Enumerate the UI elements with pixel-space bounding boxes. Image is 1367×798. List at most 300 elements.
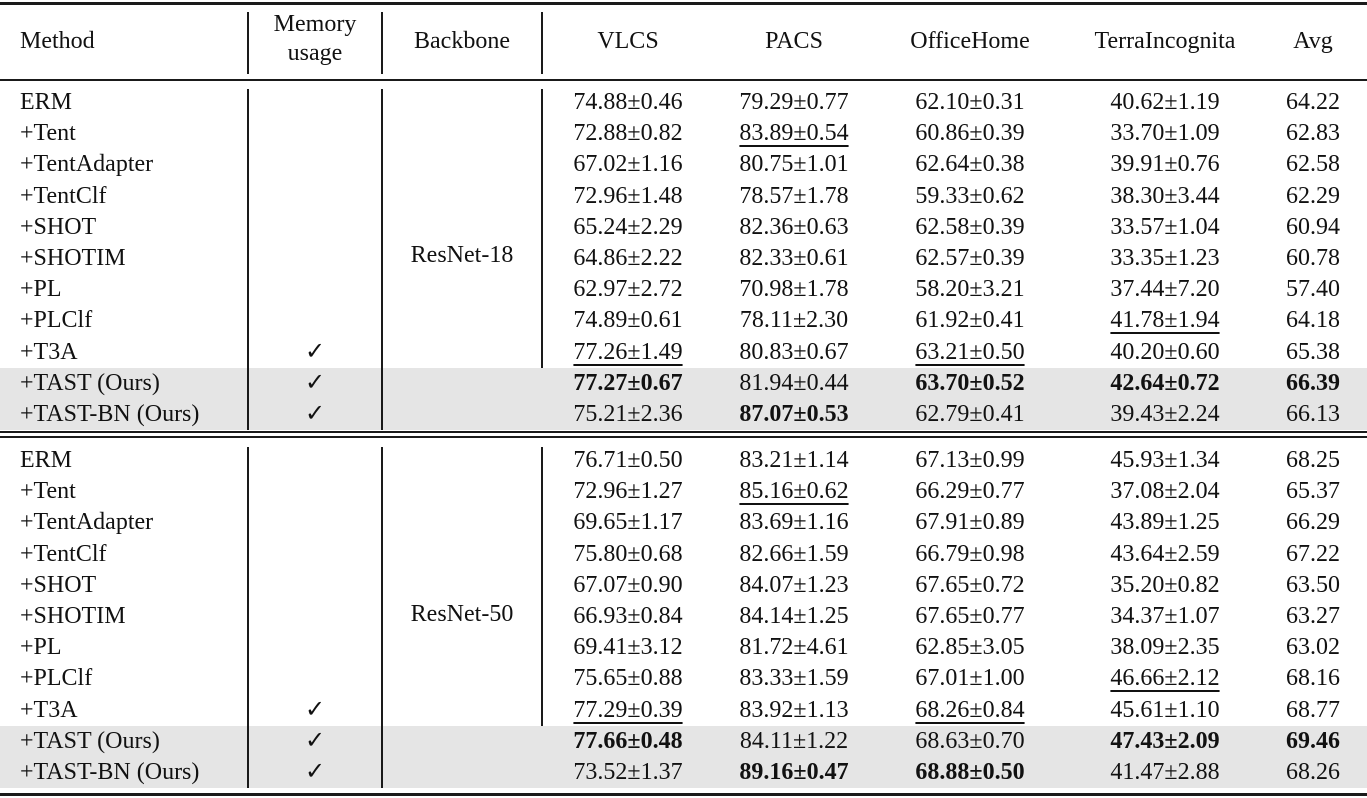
table-row <box>0 118 1367 149</box>
cell-terraincognita <box>1075 445 1255 476</box>
cell-officehome-value: 67.65±0.77 <box>915 603 1025 629</box>
cell-officehome <box>890 87 1050 118</box>
cell-officehome-value: 62.79±0.41 <box>915 401 1025 427</box>
table-row <box>0 726 1367 757</box>
cell-method: +SHOT <box>20 571 97 598</box>
cell-terraincognita <box>1075 87 1255 118</box>
cell-pacs <box>714 368 874 399</box>
cell-avg-value: 65.38 <box>1286 338 1340 365</box>
checkmark-icon: ✓ <box>304 401 326 427</box>
cell-officehome-value: 58.20±3.21 <box>915 276 1025 303</box>
cell-officehome <box>890 476 1050 507</box>
cell-terraincognita <box>1075 726 1255 757</box>
header-vlcs: VLCS <box>597 28 659 54</box>
cell-terraincognita-value: 39.91±0.76 <box>1110 151 1220 178</box>
table-row <box>0 274 1367 305</box>
cell-pacs <box>714 87 874 118</box>
cell-vlcs-value: 64.86±2.22 <box>573 245 683 271</box>
cell-pacs <box>714 149 874 180</box>
checkmark-icon: ✓ <box>304 759 326 785</box>
cell-officehome-value: 62.64±0.38 <box>915 151 1025 178</box>
cell-avg <box>1268 570 1358 601</box>
cell-method: +T3A <box>20 338 78 365</box>
cell-terraincognita-value: 38.09±2.35 <box>1110 634 1220 661</box>
table-row <box>0 507 1367 538</box>
column-divider-backbone <box>541 447 543 726</box>
cell-vlcs <box>548 539 708 570</box>
cell-officehome-value: 60.86±0.39 <box>915 120 1025 147</box>
cell-method: +TAST-BN (Ours) <box>20 401 200 427</box>
cell-terraincognita-value: 34.37±1.07 <box>1110 603 1220 629</box>
cell-terraincognita <box>1075 695 1255 726</box>
cell-avg-value: 67.22 <box>1286 540 1340 567</box>
table-row <box>0 399 1367 430</box>
cell-vlcs <box>548 87 708 118</box>
cell-pacs-value: 70.98±1.78 <box>739 276 849 303</box>
cell-pacs-value: 80.83±0.67 <box>739 338 849 365</box>
table-row <box>0 663 1367 694</box>
cell-vlcs <box>548 368 708 399</box>
table-row <box>0 632 1367 663</box>
cell-officehome <box>890 399 1050 430</box>
cell-pacs-value: 78.57±1.78 <box>739 182 849 209</box>
cell-avg-value: 68.25 <box>1286 447 1340 473</box>
cell-method: +TentAdapter <box>20 151 154 178</box>
cell-pacs-value: 83.92±1.13 <box>739 696 849 723</box>
cell-terraincognita-value: 40.62±1.19 <box>1110 89 1220 115</box>
cell-method: +TentAdapter <box>20 509 154 536</box>
cell-pacs-value: 81.94±0.44 <box>739 369 849 396</box>
cell-terraincognita <box>1075 632 1255 663</box>
cell-avg-value: 68.26 <box>1286 759 1340 785</box>
cell-officehome-value: 67.91±0.89 <box>915 509 1025 536</box>
cell-avg-value: 64.22 <box>1286 89 1340 115</box>
cell-vlcs-value: 67.02±1.16 <box>573 151 683 178</box>
cell-officehome <box>890 695 1050 726</box>
cell-officehome-value: 62.10±0.31 <box>915 89 1025 115</box>
cell-pacs-value: 83.33±1.59 <box>739 665 849 692</box>
cell-officehome <box>890 507 1050 538</box>
cell-terraincognita <box>1075 118 1255 149</box>
cell-pacs-value: 83.69±1.16 <box>739 509 849 536</box>
cell-memory-empty <box>248 539 382 570</box>
cell-officehome <box>890 757 1050 788</box>
cell-officehome <box>890 305 1050 336</box>
cell-vlcs <box>548 601 708 632</box>
cell-memory-empty <box>248 570 382 601</box>
cell-avg-value: 65.37 <box>1286 478 1340 505</box>
cell-method: +SHOTIM <box>20 603 126 629</box>
cell-terraincognita <box>1075 305 1255 336</box>
cell-pacs <box>714 601 874 632</box>
header-divider-2 <box>381 12 383 74</box>
cell-terraincognita-value: 41.78±1.94 <box>1110 307 1220 334</box>
cell-terraincognita-value: 42.64±0.72 <box>1110 369 1220 396</box>
header-pacs: PACS <box>765 28 823 54</box>
table-row <box>0 695 1367 726</box>
cell-avg-value: 60.94 <box>1286 213 1340 240</box>
cell-pacs <box>714 181 874 212</box>
cell-terraincognita-value: 37.08±2.04 <box>1110 478 1220 505</box>
top-rule <box>0 2 1367 5</box>
cell-officehome <box>890 663 1050 694</box>
backbone-resnet50: ResNet-50 <box>410 601 514 627</box>
header-divider-3 <box>541 12 543 74</box>
cell-avg <box>1268 305 1358 336</box>
cell-vlcs-value: 74.89±0.61 <box>573 307 683 334</box>
cell-vlcs-value: 72.96±1.27 <box>573 478 683 505</box>
cell-memory-empty <box>248 632 382 663</box>
cell-officehome <box>890 118 1050 149</box>
cell-pacs-value: 89.16±0.47 <box>739 759 849 785</box>
cell-method: ERM <box>20 447 73 473</box>
cell-officehome <box>890 570 1050 601</box>
cell-method: +TAST (Ours) <box>20 727 160 754</box>
cell-terraincognita <box>1075 368 1255 399</box>
cell-vlcs <box>548 757 708 788</box>
cell-terraincognita-value: 37.44±7.20 <box>1110 276 1220 303</box>
cell-memory-empty <box>248 87 382 118</box>
cell-vlcs-value: 77.27±0.67 <box>573 369 683 396</box>
cell-vlcs <box>548 507 708 538</box>
cell-officehome <box>890 149 1050 180</box>
cell-avg-value: 62.29 <box>1286 182 1340 209</box>
cell-pacs <box>714 570 874 601</box>
block-separator-thin <box>0 431 1367 433</box>
cell-officehome-value: 68.26±0.84 <box>915 696 1025 723</box>
table-row <box>0 445 1367 476</box>
cell-avg <box>1268 149 1358 180</box>
header-backbone: Backbone <box>414 28 510 54</box>
cell-avg <box>1268 757 1358 788</box>
cell-officehome <box>890 601 1050 632</box>
cell-vlcs <box>548 663 708 694</box>
table-row <box>0 305 1367 336</box>
cell-terraincognita-value: 39.43±2.24 <box>1110 401 1220 427</box>
cell-pacs <box>714 118 874 149</box>
cell-vlcs-value: 77.26±1.49 <box>573 338 683 365</box>
cell-vlcs-value: 67.07±0.90 <box>573 571 683 598</box>
cell-vlcs-value: 69.65±1.17 <box>573 509 683 536</box>
cell-officehome-value: 67.01±1.00 <box>915 665 1025 692</box>
table-row <box>0 539 1367 570</box>
table-row <box>0 570 1367 601</box>
cell-method: +PL <box>20 276 62 303</box>
cell-vlcs <box>548 695 708 726</box>
cell-memory-empty <box>248 507 382 538</box>
table-row <box>0 212 1367 243</box>
cell-terraincognita-value: 33.35±1.23 <box>1110 245 1220 271</box>
cell-pacs <box>714 539 874 570</box>
column-divider-method <box>247 89 249 430</box>
cell-vlcs-value: 66.93±0.84 <box>573 603 683 629</box>
cell-avg <box>1268 181 1358 212</box>
cell-pacs <box>714 212 874 243</box>
cell-avg <box>1268 243 1358 274</box>
cell-terraincognita <box>1075 476 1255 507</box>
cell-pacs-value: 83.89±0.54 <box>739 120 849 147</box>
cell-vlcs-value: 77.66±0.48 <box>573 727 683 754</box>
cell-officehome-value: 62.58±0.39 <box>915 213 1025 240</box>
cell-officehome-value: 66.29±0.77 <box>915 478 1025 505</box>
header-memory-usage: Memory usage <box>273 11 357 66</box>
cell-avg <box>1268 601 1358 632</box>
cell-terraincognita <box>1075 570 1255 601</box>
table-row <box>0 181 1367 212</box>
table-row <box>0 243 1367 274</box>
cell-officehome <box>890 445 1050 476</box>
cell-avg-value: 64.18 <box>1286 307 1340 334</box>
cell-officehome <box>890 337 1050 368</box>
cell-pacs <box>714 757 874 788</box>
cell-pacs-value: 85.16±0.62 <box>739 478 849 505</box>
table-row <box>0 757 1367 788</box>
cell-officehome-value: 68.63±0.70 <box>915 727 1025 754</box>
cell-officehome <box>890 274 1050 305</box>
cell-pacs <box>714 305 874 336</box>
cell-avg <box>1268 212 1358 243</box>
cell-avg-value: 57.40 <box>1286 276 1340 303</box>
cell-pacs <box>714 274 874 305</box>
cell-method: +SHOT <box>20 213 97 240</box>
cell-vlcs <box>548 570 708 601</box>
cell-memory-empty <box>248 274 382 305</box>
cell-officehome <box>890 368 1050 399</box>
cell-avg <box>1268 726 1358 757</box>
cell-officehome <box>890 181 1050 212</box>
column-divider-backbone <box>541 89 543 368</box>
cell-avg <box>1268 632 1358 663</box>
cell-officehome <box>890 212 1050 243</box>
cell-memory-empty <box>248 181 382 212</box>
cell-vlcs-value: 62.97±2.72 <box>573 276 683 303</box>
header-divider-1 <box>247 12 249 74</box>
cell-terraincognita-value: 40.20±0.60 <box>1110 338 1220 365</box>
table-row <box>0 476 1367 507</box>
cell-memory-empty <box>248 445 382 476</box>
cell-avg-value: 68.16 <box>1286 665 1340 692</box>
cell-terraincognita <box>1075 539 1255 570</box>
cell-terraincognita-value: 45.61±1.10 <box>1110 696 1220 723</box>
cell-terraincognita <box>1075 243 1255 274</box>
cell-method: +Tent <box>20 478 76 505</box>
cell-method: +TentClf <box>20 182 107 209</box>
header-avg: Avg <box>1293 28 1333 54</box>
cell-terraincognita-value: 43.64±2.59 <box>1110 540 1220 567</box>
bottom-rule <box>0 793 1367 796</box>
cell-officehome <box>890 726 1050 757</box>
cell-avg-value: 69.46 <box>1286 727 1340 754</box>
cell-terraincognita-value: 43.89±1.25 <box>1110 509 1220 536</box>
cell-avg <box>1268 539 1358 570</box>
cell-avg-value: 62.58 <box>1286 151 1340 178</box>
cell-officehome <box>890 632 1050 663</box>
cell-pacs <box>714 695 874 726</box>
cell-avg-value: 63.27 <box>1286 603 1340 629</box>
checkmark-icon: ✓ <box>304 727 326 754</box>
block-separator-thick <box>0 436 1367 438</box>
cell-vlcs-value: 75.21±2.36 <box>573 401 683 427</box>
cell-memory-empty <box>248 243 382 274</box>
cell-pacs-value: 84.11±1.22 <box>739 727 849 754</box>
checkmark-icon: ✓ <box>304 338 326 365</box>
cell-pacs-value: 78.11±2.30 <box>739 307 849 334</box>
cell-pacs <box>714 399 874 430</box>
cell-avg-value: 66.39 <box>1286 369 1340 396</box>
cell-avg <box>1268 507 1358 538</box>
cell-vlcs-value: 65.24±2.29 <box>573 213 683 240</box>
cell-avg <box>1268 476 1358 507</box>
cell-officehome-value: 61.92±0.41 <box>915 307 1025 334</box>
cell-memory-empty <box>248 476 382 507</box>
cell-method: ERM <box>20 89 73 115</box>
cell-memory-empty <box>248 305 382 336</box>
cell-vlcs <box>548 399 708 430</box>
cell-method: +PL <box>20 634 62 661</box>
cell-terraincognita-value: 33.57±1.04 <box>1110 213 1220 240</box>
cell-vlcs-value: 73.52±1.37 <box>573 759 683 785</box>
table-row <box>0 87 1367 118</box>
cell-pacs <box>714 507 874 538</box>
cell-terraincognita-value: 45.93±1.34 <box>1110 447 1220 473</box>
cell-avg <box>1268 445 1358 476</box>
cell-terraincognita <box>1075 663 1255 694</box>
cell-terraincognita-value: 38.30±3.44 <box>1110 182 1220 209</box>
cell-vlcs <box>548 243 708 274</box>
cell-avg-value: 66.29 <box>1286 509 1340 536</box>
cell-avg-value: 63.50 <box>1286 571 1340 598</box>
cell-avg-value: 62.83 <box>1286 120 1340 147</box>
cell-avg-value: 68.77 <box>1286 696 1340 723</box>
cell-memory-empty <box>248 663 382 694</box>
cell-pacs-value: 83.21±1.14 <box>739 447 849 473</box>
cell-officehome-value: 67.13±0.99 <box>915 447 1025 473</box>
cell-vlcs <box>548 274 708 305</box>
table-row <box>0 337 1367 368</box>
cell-terraincognita <box>1075 149 1255 180</box>
cell-officehome-value: 63.21±0.50 <box>915 338 1025 365</box>
cell-pacs-value: 82.36±0.63 <box>739 213 849 240</box>
cell-method: +SHOTIM <box>20 245 126 271</box>
cell-memory-empty <box>248 149 382 180</box>
cell-method: +TAST (Ours) <box>20 369 160 396</box>
header-officehome: OfficeHome <box>910 28 1030 54</box>
cell-vlcs-value: 69.41±3.12 <box>573 634 683 661</box>
cell-pacs-value: 84.14±1.25 <box>739 603 849 629</box>
cell-vlcs <box>548 726 708 757</box>
cell-avg-value: 66.13 <box>1286 401 1340 427</box>
cell-officehome-value: 62.57±0.39 <box>915 245 1025 271</box>
cell-vlcs-value: 72.96±1.48 <box>573 182 683 209</box>
cell-avg <box>1268 695 1358 726</box>
cell-vlcs <box>548 305 708 336</box>
cell-vlcs-value: 72.88±0.82 <box>573 120 683 147</box>
cell-avg <box>1268 368 1358 399</box>
cell-memory-empty <box>248 212 382 243</box>
header-method: Method <box>20 28 95 54</box>
header-terraincognita: TerraIncognita <box>1094 28 1236 54</box>
cell-officehome-value: 67.65±0.72 <box>915 571 1025 598</box>
cell-terraincognita <box>1075 181 1255 212</box>
cell-vlcs-value: 77.29±0.39 <box>573 696 683 723</box>
cell-avg <box>1268 399 1358 430</box>
cell-officehome-value: 68.88±0.50 <box>915 759 1025 785</box>
cell-officehome-value: 62.85±3.05 <box>915 634 1025 661</box>
cell-vlcs <box>548 149 708 180</box>
cell-terraincognita-value: 46.66±2.12 <box>1110 665 1220 692</box>
cell-vlcs <box>548 118 708 149</box>
cell-avg <box>1268 337 1358 368</box>
cell-avg <box>1268 274 1358 305</box>
cell-terraincognita <box>1075 507 1255 538</box>
cell-pacs <box>714 632 874 663</box>
cell-method: +PLClf <box>20 307 93 334</box>
cell-method: +TAST-BN (Ours) <box>20 759 200 785</box>
cell-pacs-value: 82.66±1.59 <box>739 540 849 567</box>
cell-terraincognita-value: 33.70±1.09 <box>1110 120 1220 147</box>
cell-vlcs <box>548 181 708 212</box>
cell-pacs-value: 87.07±0.53 <box>739 401 849 427</box>
cell-vlcs <box>548 632 708 663</box>
cell-avg-value: 63.02 <box>1286 634 1340 661</box>
cell-officehome-value: 63.70±0.52 <box>915 369 1025 396</box>
cell-pacs-value: 84.07±1.23 <box>739 571 849 598</box>
cell-avg <box>1268 118 1358 149</box>
cell-officehome <box>890 243 1050 274</box>
cell-terraincognita <box>1075 601 1255 632</box>
cell-terraincognita <box>1075 399 1255 430</box>
cell-vlcs <box>548 212 708 243</box>
cell-method: +T3A <box>20 696 78 723</box>
cell-terraincognita-value: 35.20±0.82 <box>1110 571 1220 598</box>
cell-terraincognita <box>1075 337 1255 368</box>
cell-pacs <box>714 337 874 368</box>
cell-vlcs <box>548 476 708 507</box>
cell-pacs <box>714 445 874 476</box>
table-row <box>0 368 1367 399</box>
cell-terraincognita <box>1075 757 1255 788</box>
cell-pacs <box>714 663 874 694</box>
cell-vlcs-value: 75.65±0.88 <box>573 665 683 692</box>
table-row <box>0 149 1367 180</box>
cell-method: +TentClf <box>20 540 107 567</box>
header-rule <box>0 79 1367 81</box>
backbone-resnet18: ResNet-18 <box>410 242 514 268</box>
cell-method: +Tent <box>20 120 76 147</box>
table-row <box>0 601 1367 632</box>
cell-vlcs <box>548 337 708 368</box>
cell-terraincognita-value: 41.47±2.88 <box>1110 759 1220 785</box>
cell-vlcs <box>548 445 708 476</box>
cell-pacs <box>714 726 874 757</box>
cell-vlcs-value: 76.71±0.50 <box>573 447 683 473</box>
cell-pacs-value: 81.72±4.61 <box>739 634 849 661</box>
cell-officehome-value: 59.33±0.62 <box>915 182 1025 209</box>
cell-memory-empty <box>248 601 382 632</box>
cell-pacs <box>714 243 874 274</box>
cell-vlcs-value: 75.80±0.68 <box>573 540 683 567</box>
cell-pacs-value: 79.29±0.77 <box>739 89 849 115</box>
cell-memory-empty <box>248 118 382 149</box>
column-divider-method <box>247 447 249 788</box>
cell-pacs <box>714 476 874 507</box>
cell-terraincognita <box>1075 274 1255 305</box>
cell-pacs-value: 80.75±1.01 <box>739 151 849 178</box>
cell-terraincognita <box>1075 212 1255 243</box>
cell-officehome-value: 66.79±0.98 <box>915 540 1025 567</box>
cell-avg-value: 60.78 <box>1286 245 1340 271</box>
checkmark-icon: ✓ <box>304 696 326 723</box>
